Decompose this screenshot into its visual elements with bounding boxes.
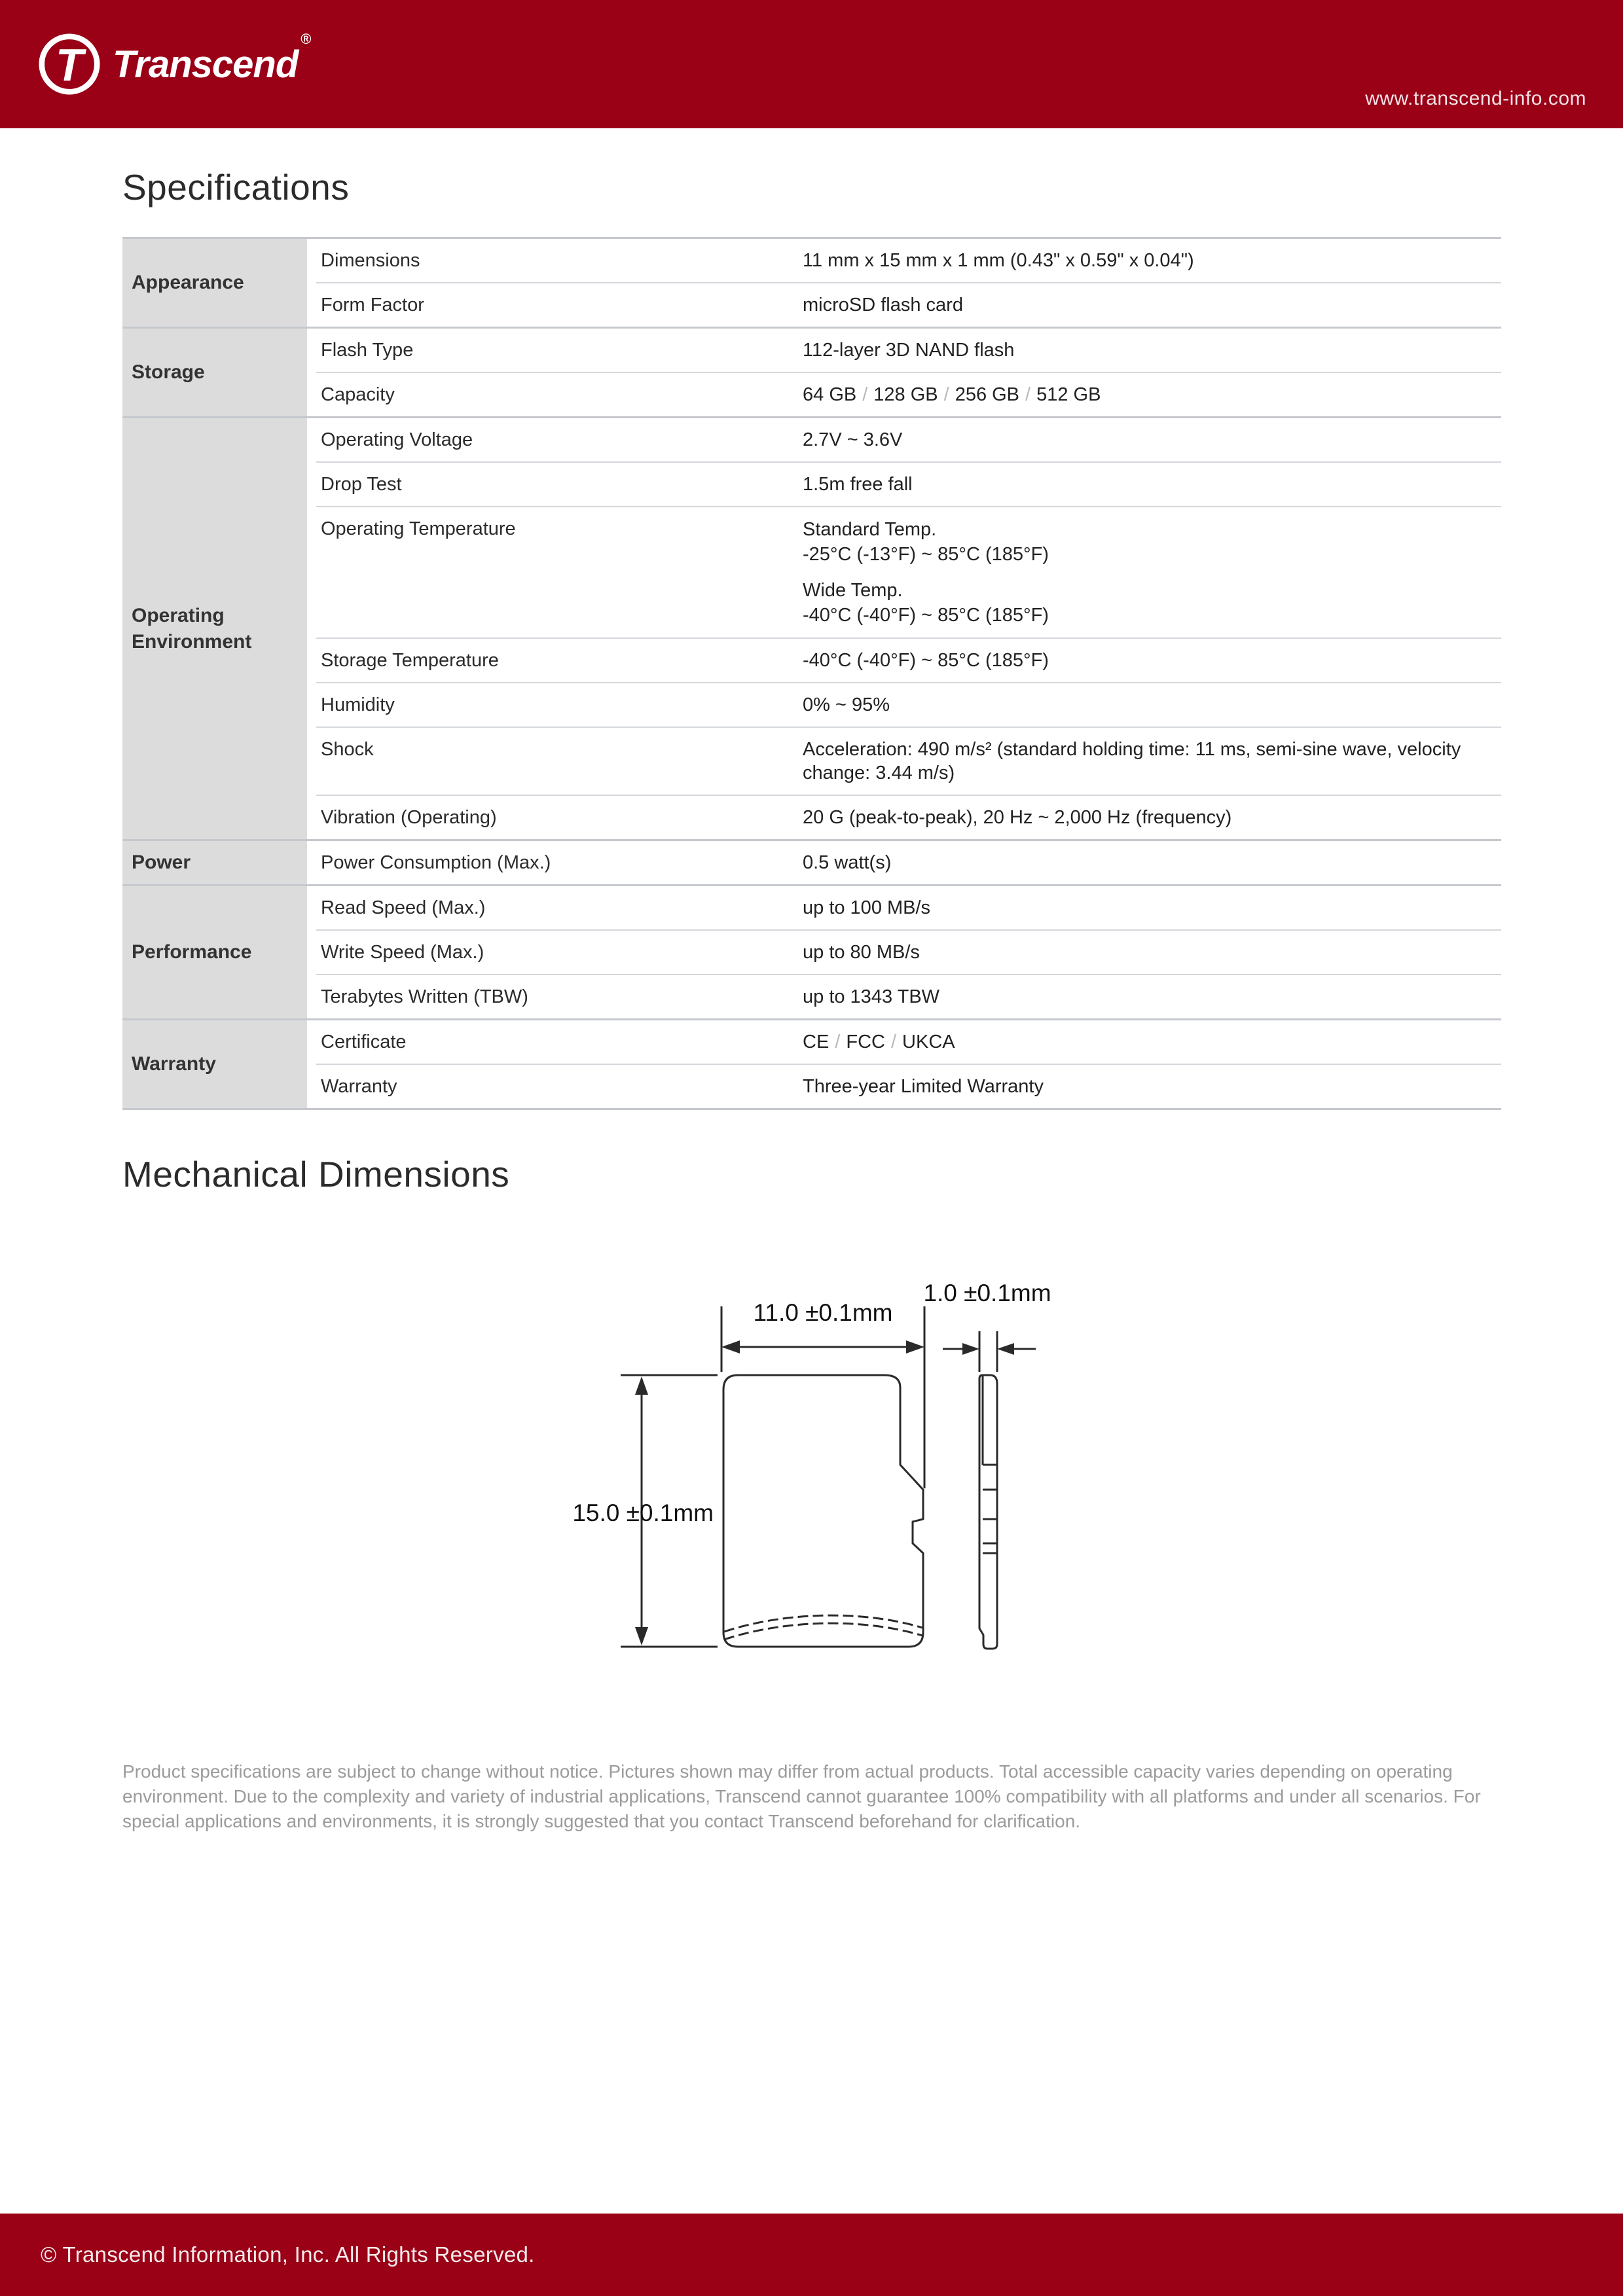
value-part: UKCA — [902, 1031, 955, 1052]
microsd-dimension-diagram — [550, 1274, 1074, 1699]
spec-row — [316, 726, 1501, 795]
spec-category-cell: Appearance — [122, 239, 307, 327]
disclaimer-text: Product specifications are subject to change without notice. Pictures shown may differ from actual products. Total accessible capacity varies depending on operating environment. Due to the complexity and variety of industrial applications, Transcend cannot guarantee 100% compatibility with all platforms and under all scenarios. For special applications and environments, it is strongly suggested that you contact Transcend beforehand for clarification. — [122, 1761, 1481, 1831]
spec-value-cell: -40°C (-40°F) ~ 85°C (185°F) — [803, 650, 1049, 671]
spec-label-cell: Dimensions — [321, 250, 420, 271]
spec-label-cell: Shock — [321, 739, 374, 760]
card-contact-arc-lower — [724, 1623, 922, 1640]
spec-group — [122, 416, 1501, 839]
spec-category-cell: Operating Environment — [122, 418, 307, 839]
spec-label-cell: Read Speed (Max.) — [321, 897, 486, 918]
spec-value-cell: 0.5 watt(s) — [803, 852, 892, 873]
spec-rows — [316, 329, 1501, 416]
spec-label-cell: Certificate — [321, 1031, 407, 1052]
copyright-text: © Transcend Information, Inc. All Rights Reserved. — [41, 2242, 535, 2267]
spec-label-cell: Flash Type — [321, 340, 414, 361]
value-line: -25°C (-13°F) ~ 85°C (185°F) — [803, 544, 1049, 565]
value-line — [803, 567, 1495, 578]
spec-row — [316, 461, 1501, 506]
dim-width-extension-lines — [721, 1306, 924, 1488]
spec-value-cell — [803, 1020, 1501, 1064]
transcend-logo-icon — [38, 33, 101, 96]
value-line: -40°C (-40°F) ~ 85°C (185°F) — [803, 605, 1049, 626]
card-front-outline — [723, 1375, 923, 1647]
spec-rows — [316, 418, 1501, 839]
spec-rows — [316, 239, 1501, 327]
value-separator: / — [1025, 384, 1031, 405]
spec-label-cell: Humidity — [321, 694, 395, 715]
spec-label-cell: Operating Temperature — [321, 518, 516, 539]
spec-row — [316, 282, 1501, 327]
spec-row — [316, 1064, 1501, 1108]
arrowhead-thickness-left — [962, 1343, 979, 1355]
spec-value-cell — [803, 507, 1501, 637]
spec-label-cell: Operating Voltage — [321, 429, 473, 450]
spec-row — [316, 682, 1501, 726]
spec-row — [316, 974, 1501, 1018]
spec-row — [316, 239, 1501, 282]
spec-category-cell: Storage — [122, 329, 307, 416]
spec-row — [316, 372, 1501, 416]
spec-label-cell: Vibration (Operating) — [321, 807, 497, 828]
spec-row — [316, 841, 1501, 884]
spec-category-cell: Power — [122, 841, 307, 884]
header-banner — [0, 0, 1623, 128]
value-part: 512 GB — [1036, 384, 1101, 405]
value-part: CE — [803, 1031, 830, 1052]
mechanical-dimensions-title: Mechanical Dimensions — [122, 1154, 510, 1194]
spec-group — [122, 327, 1501, 416]
mechanical-diagram-container — [122, 1274, 1501, 1699]
footer-banner — [0, 2214, 1623, 2296]
spec-row — [316, 929, 1501, 974]
value-separator: / — [862, 384, 868, 405]
spec-value-cell: 2.7V ~ 3.6V — [803, 429, 903, 450]
spec-category-cell: Warranty — [122, 1020, 307, 1108]
spec-value-cell: 112-layer 3D NAND flash — [803, 340, 1015, 361]
spec-group — [122, 884, 1501, 1018]
page-content — [122, 128, 1501, 1852]
arrowhead-height-top — [635, 1376, 648, 1395]
spec-label-cell: Form Factor — [321, 295, 424, 315]
spec-row — [316, 886, 1501, 929]
logo-t-glyph: T — [55, 39, 84, 90]
value-separator: / — [890, 1031, 897, 1052]
value-separator: / — [943, 384, 949, 405]
spec-value-cell: 20 G (peak-to-peak), 20 Hz ~ 2,000 Hz (frequency) — [803, 807, 1232, 828]
spec-label-cell: Drop Test — [321, 474, 402, 495]
spec-value-cell: microSD flash card — [803, 295, 963, 315]
arrowhead-thickness-right — [997, 1343, 1014, 1355]
value-part: 64 GB — [803, 384, 857, 405]
arrowhead-width-right — [906, 1340, 924, 1354]
spec-label-cell: Storage Temperature — [321, 650, 499, 671]
specifications-title: Specifications — [122, 167, 350, 207]
dim-height-label: 15.0 ±0.1mm — [572, 1499, 714, 1526]
spec-row — [316, 418, 1501, 461]
spec-row — [316, 1020, 1501, 1064]
registered-mark: ® — [301, 30, 311, 47]
spec-value-cell: Three-year Limited Warranty — [803, 1076, 1044, 1097]
value-line: Standard Temp. — [803, 519, 937, 540]
spec-row — [316, 637, 1501, 682]
spec-value-cell: up to 80 MB/s — [803, 942, 920, 963]
spec-table — [122, 237, 1501, 1110]
website-url: www.transcend-info.com — [1365, 88, 1586, 109]
spec-value-cell: Acceleration: 490 m/s² (standard holding time: 11 ms, semi-sine wave, velocity change: 3.44 m/s) — [803, 739, 1461, 783]
value-part: 256 GB — [955, 384, 1020, 405]
value-separator: / — [835, 1031, 841, 1052]
value-part: 128 GB — [873, 384, 938, 405]
arrowhead-width-left — [721, 1340, 740, 1354]
dim-thickness-label: 1.0 ±0.1mm — [923, 1280, 1051, 1306]
arrowhead-height-bottom — [635, 1627, 648, 1645]
spec-group — [122, 839, 1501, 884]
brand-name-text: Transcend — [113, 43, 299, 86]
spec-group — [122, 239, 1501, 327]
spec-label-cell: Capacity — [321, 384, 395, 405]
dim-width-label: 11.0 ±0.1mm — [753, 1299, 893, 1326]
spec-row — [316, 506, 1501, 637]
spec-label-cell: Write Speed (Max.) — [321, 942, 484, 963]
spec-value-cell: up to 100 MB/s — [803, 897, 931, 918]
spec-category-cell: Performance — [122, 886, 307, 1018]
spec-rows — [316, 1020, 1501, 1108]
spec-group — [122, 1018, 1501, 1108]
spec-value-cell: 11 mm x 15 mm x 1 mm (0.43" x 0.59" x 0.04") — [803, 250, 1194, 271]
spec-label-cell: Terabytes Written (TBW) — [321, 986, 528, 1007]
spec-value-cell: 1.5m free fall — [803, 474, 913, 495]
spec-rows — [316, 841, 1501, 884]
spec-rows — [316, 886, 1501, 1018]
spec-value-cell: 0% ~ 95% — [803, 694, 890, 715]
dim-thickness-extension-lines — [979, 1331, 997, 1372]
spec-value-cell — [803, 373, 1501, 416]
spec-row — [316, 329, 1501, 372]
spec-label-cell: Warranty — [321, 1076, 397, 1097]
value-part: FCC — [846, 1031, 885, 1052]
brand-wordmark — [113, 30, 311, 86]
brand-logo — [38, 30, 311, 97]
spec-row — [316, 795, 1501, 839]
value-line: Wide Temp. — [803, 580, 903, 601]
spec-label-cell: Power Consumption (Max.) — [321, 852, 551, 873]
spec-value-cell: up to 1343 TBW — [803, 986, 940, 1007]
card-side-ledges — [983, 1375, 997, 1553]
